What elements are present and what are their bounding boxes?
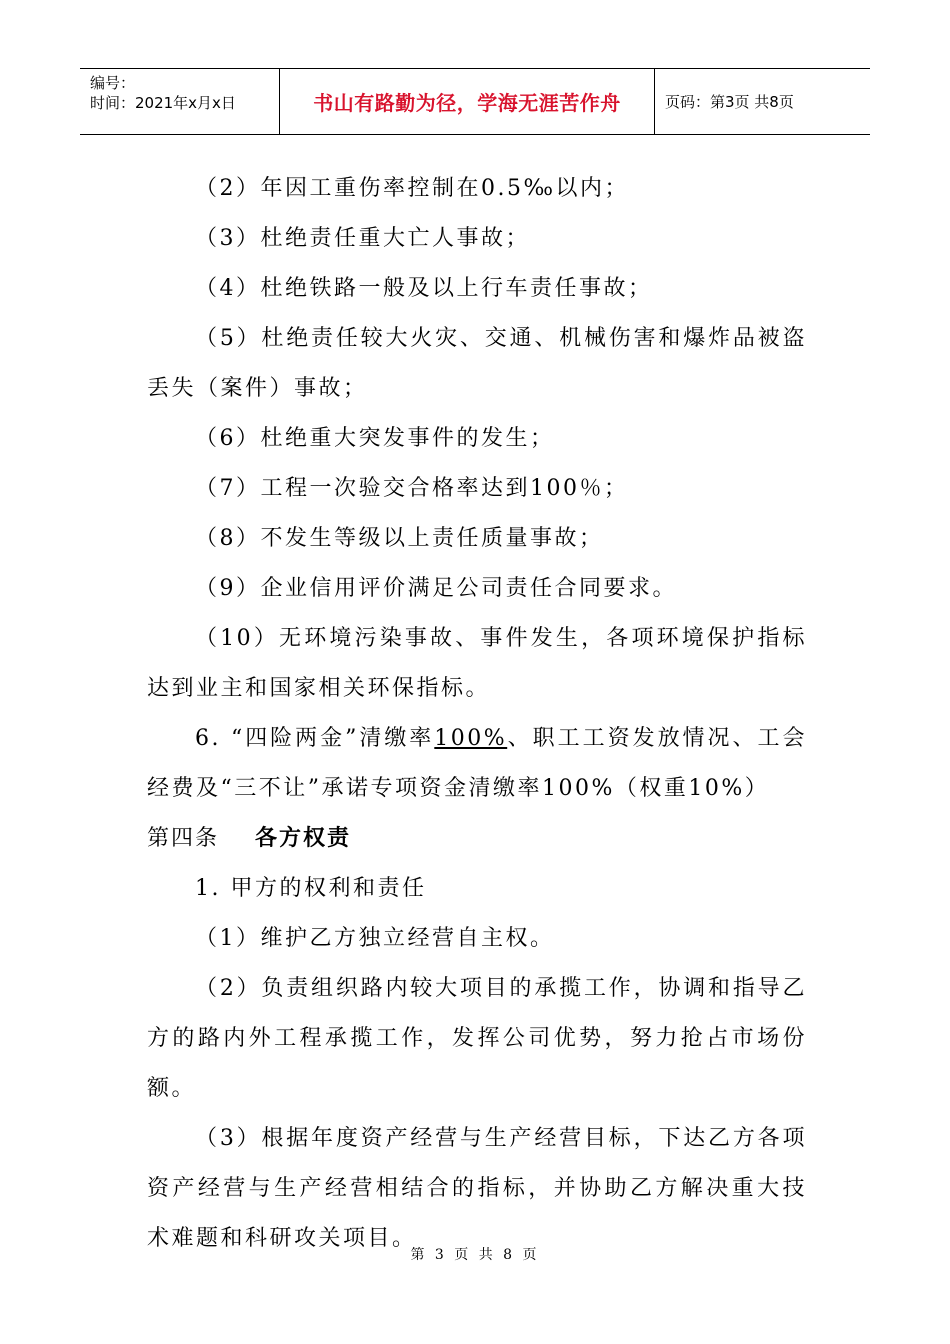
paragraph: （10）无环境污染事故、事件发生，各项环境保护指标达到业主和国家相关环保指标。 — [147, 626, 807, 701]
paragraph: （3）根据年度资产经营与生产经营目标，下达乙方各项资产经营与生产经营相结合的指标，并协助乙方解决重大技术难题和科研攻关项目。 — [147, 1126, 807, 1251]
header-meta — [80, 69, 280, 134]
paragraph: （2）负责组织路内较大项目的承揽工作，协调和指导乙方的路内外工程承揽工作，发挥公司优势，努力抢占市场份额。 — [147, 976, 807, 1101]
page-footer: 第 3 页 共 8 页 — [410, 1247, 540, 1263]
header-page-number: 页码：第3页 共8页 — [665, 93, 794, 111]
paragraph: （3）杜绝责任重大亡人事故； — [195, 226, 530, 251]
article-heading — [147, 814, 807, 864]
document-time-label: 时间：2021年x月x日 — [90, 94, 236, 112]
article-number: 第四条 — [147, 826, 220, 851]
paragraph: （6）杜绝重大突发事件的发生； — [195, 426, 555, 451]
header-slogan: 书山有路勤为径，学海无涯苦作舟 — [280, 69, 655, 134]
paragraph: （2）年因工重伤率控制在0.5‰以内； — [195, 176, 630, 201]
text-span: 6. “四险两金”清缴率 — [195, 726, 435, 751]
document-body — [147, 164, 807, 1264]
paragraph: （7）工程一次验交合格率达到100％； — [195, 476, 629, 501]
paragraph: （5）杜绝责任较大火灾、交通、机械伤害和爆炸品被盗丢失（案件）事故； — [147, 326, 807, 401]
paragraph — [147, 714, 807, 814]
paragraph: （1）维护乙方独立经营自主权。 — [195, 926, 555, 951]
paragraph: 1. 甲方的权利和责任 — [195, 876, 427, 901]
page-header — [80, 68, 870, 135]
paragraph: （4）杜绝铁路一般及以上行车责任事故； — [195, 276, 653, 301]
underlined-value: 100% — [434, 726, 508, 751]
article-title: 各方权责 — [255, 826, 352, 851]
text-span: 、职工工资发放情况、工会经费及“三不让”承诺专项资金清缴率100%（权重10%） — [147, 726, 807, 801]
document-number-label: 编号： — [90, 74, 136, 92]
paragraph: （8）不发生等级以上责任质量事故； — [195, 526, 604, 551]
paragraph: （9）企业信用评价满足公司责任合同要求。 — [195, 576, 677, 601]
